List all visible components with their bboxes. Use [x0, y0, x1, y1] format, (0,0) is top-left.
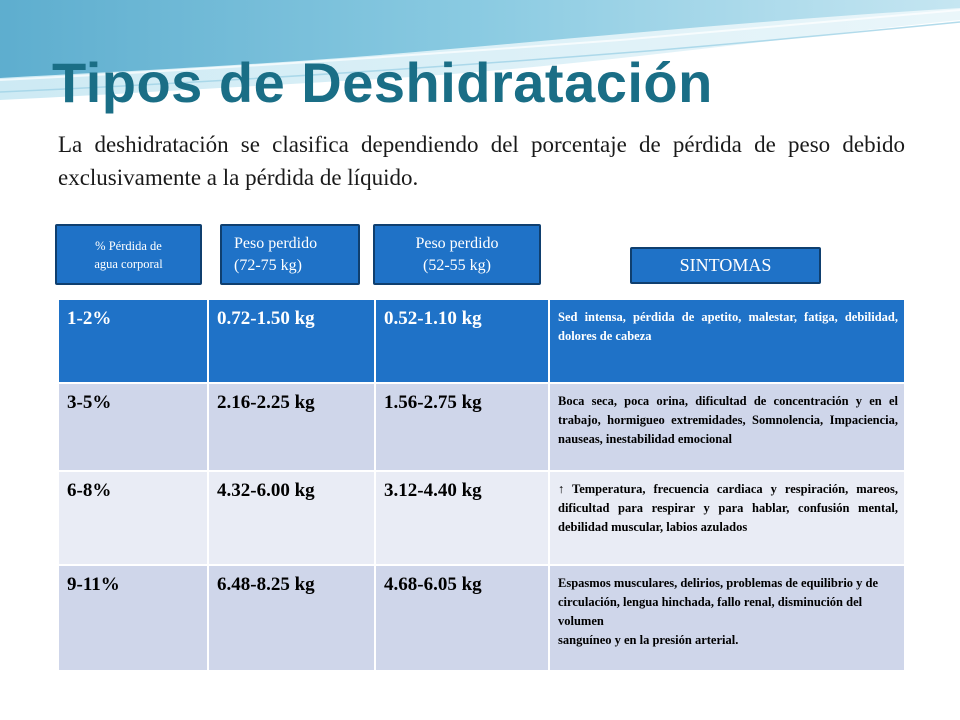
- symptoms-text-continued: sanguíneo y en la presión arterial.: [558, 633, 739, 647]
- symptoms-cell: [549, 565, 905, 671]
- symptoms-cell: [549, 471, 905, 565]
- weight-b-cell: 0.52-1.10 kg: [375, 299, 549, 383]
- weight-b-cell: 4.68-6.05 kg: [375, 565, 549, 671]
- table-row: [58, 471, 905, 565]
- header-symptoms: [630, 247, 821, 284]
- percent-cell: 3-5%: [58, 383, 208, 471]
- header-weight-a-line2: (72-75 kg): [234, 256, 302, 274]
- table-row: [58, 383, 905, 471]
- symptoms-text: Sed intensa, pérdida de apetito, malestar, fatiga, debilidad, dolores de cabeza: [558, 310, 898, 343]
- header-weight-b-line2: (52-55 kg): [423, 256, 491, 274]
- dehydration-table: [57, 298, 906, 672]
- slide-title: Tipos de Deshidratación: [52, 51, 713, 114]
- weight-b-cell: 3.12-4.40 kg: [375, 471, 549, 565]
- header-percent-water-loss: [55, 224, 202, 285]
- table-row: [58, 299, 905, 383]
- intro-paragraph: La deshidratación se clasifica dependiendo del porcentaje de pérdida de peso debido exclusivamente a la pérdida de líquido.: [58, 132, 905, 190]
- weight-b-cell: 1.56-2.75 kg: [375, 383, 549, 471]
- table-row: [58, 565, 905, 671]
- header-percent-line1: % Pérdida de: [95, 238, 162, 253]
- weight-a-cell: 4.32-6.00 kg: [208, 471, 375, 565]
- percent-cell: 9-11%: [58, 565, 208, 671]
- symptoms-text: Boca seca, poca orina, dificultad de concentración y en el trabajo, hormigueo extremidades, Somnolencia, Impaciencia, nauseas, inestabilidad emocional: [558, 394, 898, 446]
- header-weight-72-75: [220, 224, 360, 285]
- symptoms-text: ↑ Temperatura, frecuencia cardiaca y respiración, mareos, dificultad para respirar y para hablar, confusión mental, debilidad muscular, labios azulados: [558, 482, 898, 534]
- header-weight-a-line1: Peso perdido: [234, 234, 318, 252]
- percent-cell: 6-8%: [58, 471, 208, 565]
- header-symptoms-label: SINTOMAS: [679, 255, 772, 275]
- weight-a-cell: 6.48-8.25 kg: [208, 565, 375, 671]
- header-weight-52-55: [373, 224, 541, 285]
- weight-a-cell: 0.72-1.50 kg: [208, 299, 375, 383]
- symptoms-cell: [549, 383, 905, 471]
- weight-a-cell: 2.16-2.25 kg: [208, 383, 375, 471]
- header-percent-line2: agua corporal: [94, 256, 163, 271]
- header-weight-b-line1: Peso perdido: [415, 234, 499, 252]
- symptoms-text: Espasmos musculares, delirios, problemas de equilibrio y de circulación, lengua hinchada, fallo renal, disminución del volumen: [558, 576, 879, 628]
- symptoms-cell: [549, 299, 905, 383]
- percent-cell: 1-2%: [58, 299, 208, 383]
